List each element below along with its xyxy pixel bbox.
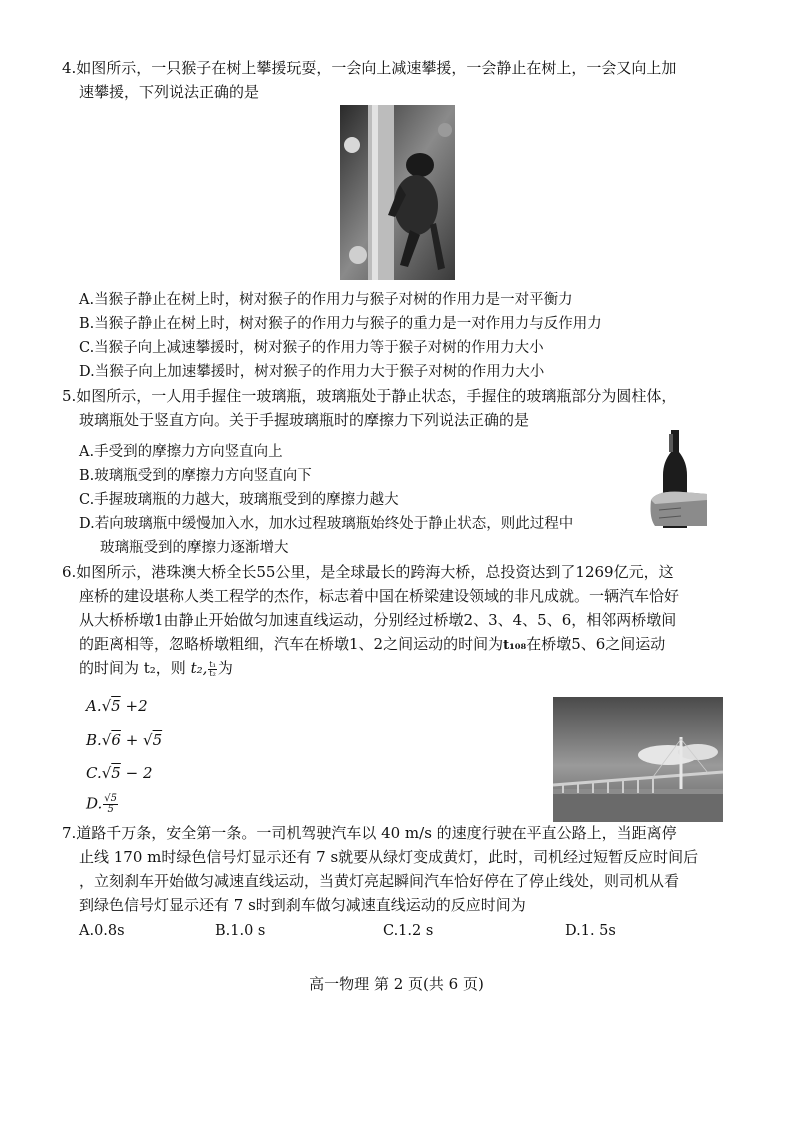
q6-t2: t₂, [190,659,208,677]
q6-t108: t₁₀₈ [503,638,527,653]
q6-option-a-root: 5 [111,697,121,715]
q7-option-c: C.1.2 s [383,923,434,939]
q7-stem-line1: 7.道路千万条，安全第一条。一司机驾驶汽车以 40 m/s 的速度行驶在平直公路上，当距离停 [62,824,677,842]
q5-stem-line2: 玻璃瓶处于竖直方向。关于手握玻璃瓶时的摩擦力下列说法正确的是 [79,411,530,429]
q6-stem-line4 [79,634,665,656]
q5-option-b: B.玻璃瓶受到的摩擦力方向竖直向下 [79,468,312,484]
q6-stem-line2: 座桥的建设堪称人类工程学的杰作，标志着中国在桥梁建设领域的非凡成就。一辆汽车恰好 [79,587,680,605]
q6-option-d-num: √5 [104,793,117,804]
q5-option-d-cont: 玻璃瓶受到的摩擦力逐渐增大 [100,540,289,556]
q6-stem-line4-text: 的距离相等，忽略桥墩粗细，汽车在桥墩1、2之间运动的时间为 [79,635,504,653]
page-footer: 高一物理 第 2 页(共 6 页) [309,975,484,993]
q6-option-b-plus: + [125,731,139,749]
q6-stem-line5-post: 为 [217,659,233,677]
q7-stem-line4: 到绿色信号灯显示还有 7 s时到刹车做匀减速直线运动的反应时间为 [79,896,526,914]
q4-option-c: C.当猴子向上减速攀援时，树对猴子的作用力等于猴子对树的作用力大小 [79,340,544,356]
q7-option-d: D.1. 5s [565,923,616,939]
q5-option-c: C.手握玻璃瓶的力越大，玻璃瓶受到的摩擦力越大 [79,492,399,508]
q6-option-a-label: A. [86,697,102,715]
q6-option-d-label: D. [86,794,103,813]
q6-option-d-den: 5 [107,804,114,815]
q6-option-c-root: 5 [111,764,121,782]
q6-option-c: C.√5 − 2 [86,764,153,782]
q6-ratio-fraction [208,661,216,678]
q4-stem-line1: 4.如图所示，一只猴子在树上攀援玩耍，一会向上减速攀援，一会静止在树上，一会又向上加 [62,59,677,77]
q6-option-c-post: − 2 [125,764,153,782]
q7-option-b: B.1.0 s [215,923,266,939]
q6-stem-line3: 从大桥桥墩1由静止开始做匀加速直线运动，分别经过桥墩2、3、4、5、6，相邻两桥墩间 [79,611,677,629]
q6-option-a-post: +2 [125,697,148,715]
q4-option-b: B.当猴子静止在树上时，树对猴子的作用力与猴子的重力是一对作用力与反作用力 [79,316,602,332]
q6-ratio-den: t₂ [209,668,216,678]
q6-stem-line1: 6.如图所示，港珠澳大桥全长55公里，是全球最长的跨海大桥，总投资达到了1269亿元，这 [62,563,674,581]
hand-bottle-photo [647,430,713,530]
q6-option-b-root2: 5 [152,731,163,749]
q6-option-d [86,794,119,815]
q6-ratio-num: t₁ [209,659,216,669]
q7-stem-line2: 止线 170 m时绿色信号灯显示还有 7 s就要从绿灯变成黄灯，此时，司机经过短暂反应时间后 [79,848,699,866]
q4-option-a: A.当猴子静止在树上时，树对猴子的作用力与猴子对树的作用力是一对平衡力 [79,292,573,308]
bridge-photo [553,697,723,822]
q6-option-b: B.√6 + √5 [86,731,163,749]
q6-option-a: A.√5 +2 [86,697,148,715]
q5-stem-line1: 5.如图所示，一人用手握住一玻璃瓶，玻璃瓶处于静止状态，手握住的玻璃瓶部分为圆柱体， [62,387,677,405]
monkey-tree-photo [340,105,455,280]
q7-option-a: A.0.8s [79,923,125,939]
q4-option-d: D.当猴子向上加速攀援时，树对猴子的作用力大于猴子对树的作用力大小 [79,364,545,380]
q7-stem-line3: ，立刻刹车开始做匀减速直线运动，当黄灯亮起瞬间汽车恰好停在了停止线处，则司机从看 [79,872,680,890]
q6-stem-line5-pre: 的时间为 t₂，则 [79,659,186,677]
q6-option-b-label: B. [86,731,102,749]
q4-stem-line2: 速攀援，下列说法正确的是 [79,83,260,101]
q6-stem-line4-tail: 在桥墩5、6之间运动 [526,635,666,653]
q6-stem-line5 [79,658,233,678]
q5-option-d: D.若向玻璃瓶中缓慢加入水，加水过程玻璃瓶始终处于静止状态，则此过程中 [79,516,574,532]
q6-option-b-root1: 6 [111,731,121,749]
q5-option-a: A.手受到的摩擦力方向竖直向上 [79,444,283,460]
q6-option-c-label: C. [86,764,102,782]
q6-option-d-fraction [103,794,118,815]
